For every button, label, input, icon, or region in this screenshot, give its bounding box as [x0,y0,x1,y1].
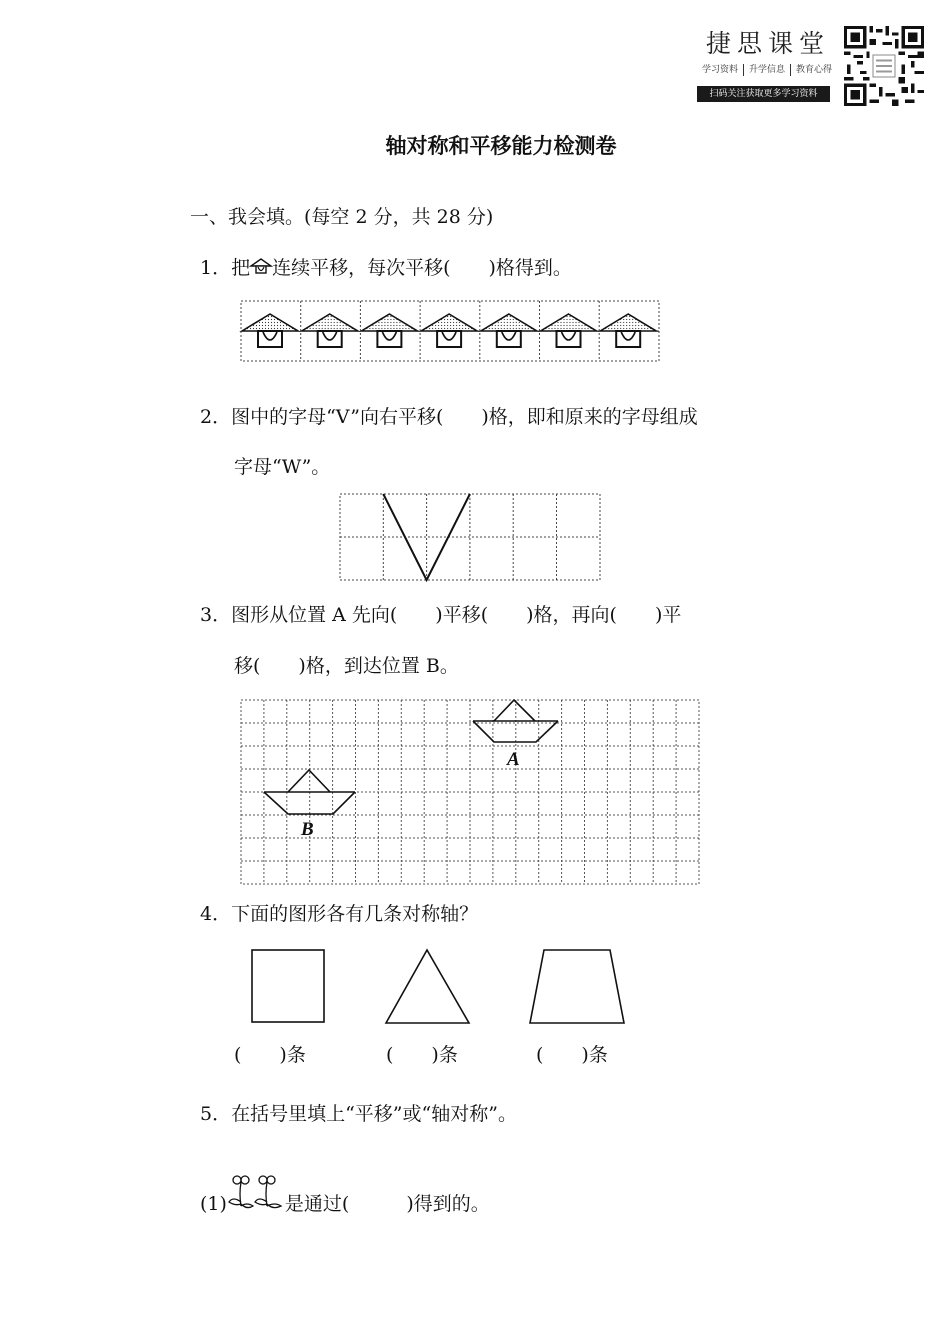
hat-shape [481,314,537,347]
hat-shape [302,314,358,347]
scan-banner: 扫码关注获取更多学习资料 [697,86,830,102]
brand-tag: 教育心得 [796,65,833,75]
brand-tags [697,64,837,76]
brand-name: 捷思课堂 [706,29,831,58]
hat-shape [242,314,298,347]
label-b: B [301,819,314,840]
square-shape [252,950,324,1022]
q4-answer-triangle[interactable]: ( )条 [386,1044,458,1066]
q4-answer-square[interactable]: ( )条 [234,1044,306,1066]
question-5-sub1 [200,1172,490,1216]
question-4 [200,899,478,926]
question-number: 1． [200,257,232,279]
q4-shapes [240,946,640,1028]
q4-answer-trapezoid[interactable]: ( )条 [536,1044,608,1066]
sub-question-number: (1) [200,1193,227,1215]
flower-pair-icon [227,1172,285,1216]
hat-shape [421,314,477,347]
hat-shape [361,314,417,347]
hat-shape [541,314,597,347]
hat-icon [250,258,272,276]
boat-a [473,700,558,742]
question-1 [200,253,572,280]
hat-shape [600,314,656,347]
section-heading: 一、我会填。(每空 2 分，共 28 分) [190,206,494,228]
triangle-shape [386,950,469,1023]
question-number: 3． [200,604,232,626]
trapezoid-shape [530,950,624,1023]
question-2 [200,402,698,429]
question-4-text: 下面的图形各有几条对称轴？ [231,903,479,925]
question-5-text: 在括号里填上“平移”或“轴对称”。 [231,1103,517,1125]
question-3-line2: 移( )格，到达位置 B。 [234,655,459,677]
question-number: 4． [200,903,232,925]
question-number: 5． [200,1103,232,1125]
question-2-line1: 图中的字母“V”向右平移( )格，即和原来的字母组成 [231,406,698,428]
question-1-pre: 把 [231,257,251,279]
q2-grid-figure [339,493,601,581]
question-5 [200,1099,517,1126]
qr-code-icon [844,26,924,106]
question-1-post: 连续平移，每次平移( )格得到。 [272,257,572,279]
question-number: 2． [200,406,232,428]
question-3 [200,600,681,627]
question-3-line1: 图形从位置 A 先向( )平移( )格，再向( )平 [231,604,682,626]
page-title: 轴对称和平移能力检测卷 [385,134,617,158]
brand-tag: 学习资料 [697,64,744,76]
question-5-sub1-text: 是通过( )得到的。 [284,1193,490,1215]
brand-tag: 升学信息 [744,64,791,76]
q3-grid-figure [240,699,700,885]
question-2-line2: 字母“W”。 [234,456,331,478]
label-a: A [507,749,520,770]
q1-grid-figure [240,300,660,362]
